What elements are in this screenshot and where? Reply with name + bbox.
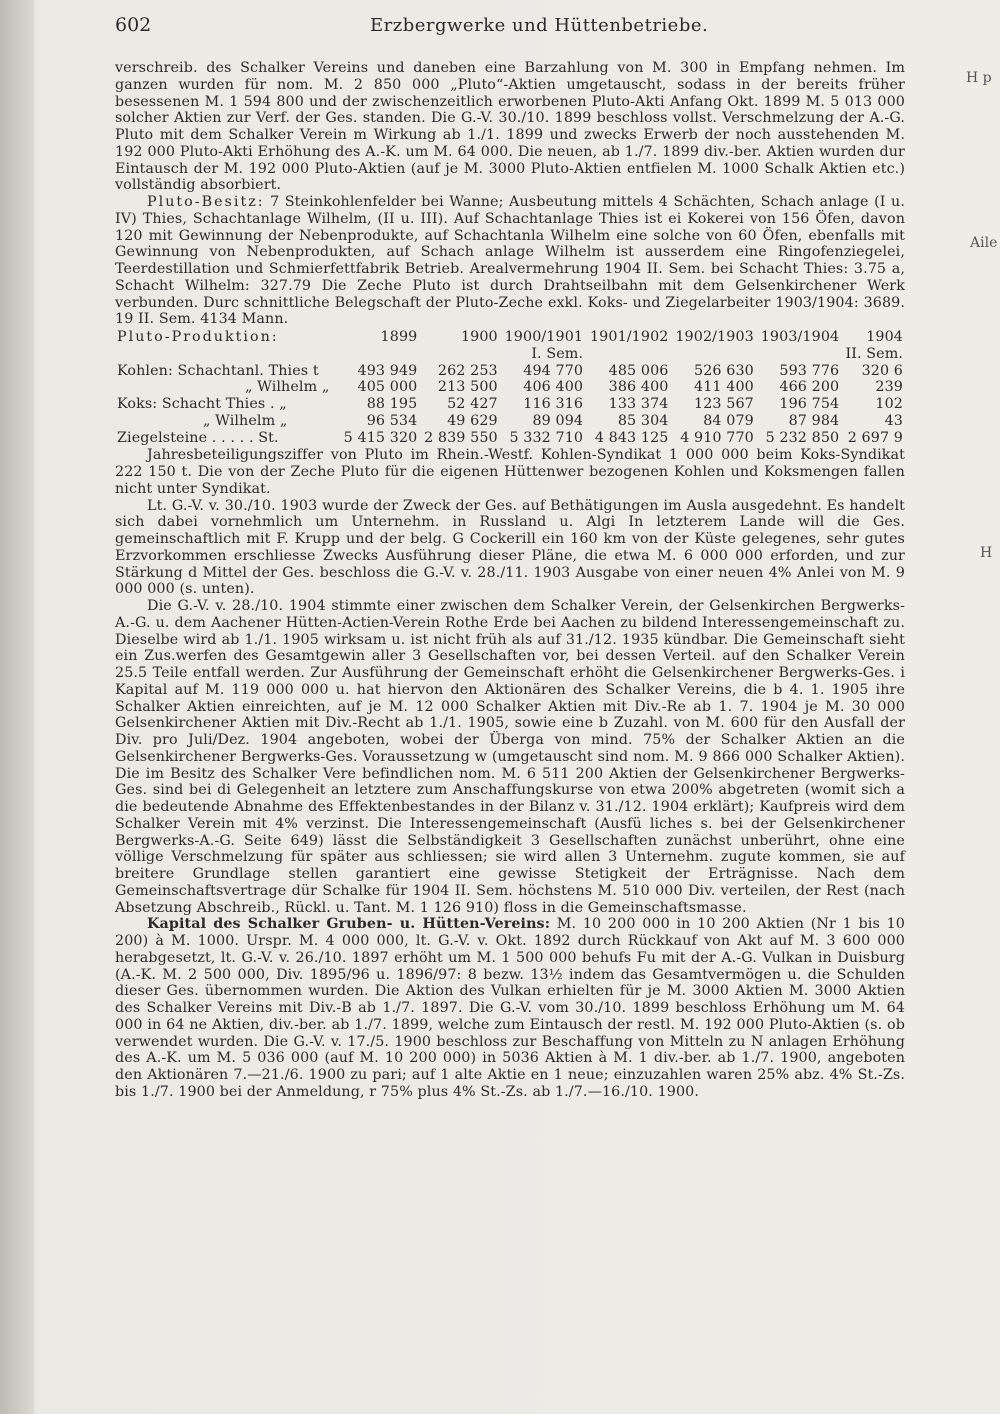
table-cell: 526 630 [694, 362, 754, 379]
column-subheader [585, 346, 670, 363]
table-cell: 494 770 [523, 362, 584, 379]
table-row [115, 396, 905, 413]
table-row [115, 363, 905, 380]
table-cell: 485 006 [608, 362, 669, 379]
table-cell: 493 949 [357, 362, 418, 379]
running-title: Erzbergwerke und Hüttenbetriebe. [370, 15, 709, 36]
table-cell: 239 [875, 379, 903, 396]
column-header: 1904 [866, 329, 903, 345]
table-cell: 406 400 [523, 379, 584, 396]
table-cell: 87 984 [788, 412, 840, 429]
table-cell: 102 [875, 396, 903, 412]
table-cell: 386 400 [608, 379, 669, 396]
column-header: 1902/1903 [675, 329, 754, 345]
table-cell: 4 843 125 [594, 429, 669, 446]
table-cell: 123 567 [694, 396, 754, 412]
page-header [115, 14, 915, 44]
table-cell: 52 427 [447, 396, 498, 412]
table-cell: 116 316 [523, 396, 584, 412]
table-title: Pluto-Produktion: [117, 329, 279, 345]
paragraph-pluto-besitz [115, 194, 905, 328]
table-cell: 89 094 [532, 412, 584, 429]
margin-fragment: Aile [970, 235, 998, 251]
margin-fragment: H [980, 545, 993, 561]
column-header: 1900 [460, 329, 498, 345]
table-cell: 96 534 [366, 412, 418, 429]
table-cell: 85 304 [617, 412, 669, 429]
table-header-row [115, 329, 905, 346]
table-cell: 49 629 [447, 412, 498, 429]
table-cell: 5 415 320 [343, 429, 418, 446]
production-table [115, 329, 905, 446]
table-cell: 5 332 710 [509, 429, 584, 446]
paragraph: verschreib. des Schalker Vereins und daneben eine Barzahlung von M. 300 in Empfang nehmen. Im ganzen wurden für nom. M. 2 850 000 „Pluto“-Aktien umgetauscht, sodass in der bereits früher besessenen M. 1 594 800 und der zwischenzeitlich erworbenen Pluto-Akti Anfang Okt. 1899 M. 5 013 000 solcher Aktien zur Verf. der Ges. standen. Die G.-V. 30./10. 1899 beschloss vollst. Verschmelzung der A.-G. Pluto mit dem Schalker Verein m Wirkung ab 1./1. 1899 und zwecks Erwerb der noch ausstehenden M. 192 000 Pluto-Akti Erhöhung des A.-K. um M. 64 000. Die neuen, ab 1./7. 1899 div.-ber. Aktien wurden dur Eintausch der M. 192 000 Pluto-Aktien (auf je M. 3000 Pluto-Aktien entfielen M. 1000 Schalk Aktien etc.) vollständig absorbiert. [115, 60, 905, 194]
paragraph: Jahresbeteiligungsziffer von Pluto im Rhein.-Westf. Kohlen-Syndikat 1 000 000 beim Koks-Syndikat 222 150 t. Die von der Zeche Pluto für die eigenen Hüttenwer bezogenen Kohlen und Koksmengen fallen nicht unter Syndikat. [115, 447, 905, 497]
section-label: Pluto-Besitz: [147, 194, 265, 210]
page-number: 602 [115, 14, 152, 36]
column-subheader: I. Sem. [531, 345, 584, 362]
section-label: Kapital des Schalker Gruben- u. Hütten-Vereins: [147, 916, 551, 933]
row-label: „ Wilhelm „ [203, 412, 288, 429]
column-header: 1901/1902 [589, 329, 669, 345]
row-label: Kohlen: Schachtanl. Thies t [117, 362, 319, 379]
page-edge-shadow [0, 0, 34, 1414]
column-header: 1900/1901 [504, 329, 584, 345]
table-cell: 133 374 [608, 396, 669, 412]
table-cell: 4 910 770 [680, 429, 754, 446]
paragraph-kapital [115, 916, 905, 1100]
column-header: 1903/1904 [760, 329, 840, 345]
table-cell: 5 232 850 [765, 429, 840, 446]
table-cell: 320 6 [861, 362, 903, 379]
table-cell: 43 [884, 412, 903, 429]
paragraph: Lt. G.-V. v. 30./10. 1903 wurde der Zweck der Ges. auf Bethätigungen im Ausla ausgedehnt. Es handelt sich dabei vornehmlich um Unternehm. in Russland u. Algi In letzterem Lande will die Ges. gemeinschaftlich mit F. Krupp und der belg. G Cockerill ein 160 km von der Küste gelegenes, sehr gutes Erzvorkommen erschliesse Zwecks Ausführung dieser Pläne, die etwa M. 6 000 000 erforden, und zur Stärkung d Mittel der Ges. beschloss die G.-V. v. 28./11. 1903 Ausgabe von einer neuen 4% Anlei von M. 9 000 000 (s. unten). [115, 497, 905, 598]
table-cell: 84 079 [703, 412, 754, 429]
margin-fragment: H p [966, 70, 992, 86]
table-row [115, 379, 905, 396]
column-subheader [756, 346, 841, 363]
table-row [115, 413, 905, 430]
table-cell: 88 195 [366, 396, 418, 412]
column-subheader [339, 346, 419, 363]
table-cell: 213 500 [437, 379, 498, 396]
table-cell: 466 200 [779, 379, 840, 396]
table-row [115, 430, 905, 447]
row-label: Koks: Schacht Thies . „ [117, 396, 287, 412]
column-subheader: II. Sem. [845, 345, 903, 362]
row-label: „ Wilhelm „ [245, 379, 330, 396]
paragraph-text: M. 10 200 000 in 10 200 Aktien (Nr 1 bis 10 200) à M. 1000. Urspr. M. 4 000 000, lt. G.-V. v. Okt. 1892 durch Rückkauf von Akt auf M. 3 600 000 herabgesetzt, lt. G.-V. v. 26./10. 1897 erhöht um M. 1 500 000 behufs Fu mit der A.-G. Vulkan in Duisburg (A.-K. M. 2 500 000, Div. 1895/96 u. 1896/97: 8 bezw. 13½ indem das Gesamtvermögen u. die Schulden dieser Ges. übernommen wurden. Die Aktion des Vulkan erhielten für je M. 3000 Aktien M. 3000 Aktien des Schalker Vereins mit Div.-B ab 1./7. 1897. Die G.-V. vom 30./10. 1899 beschloss Erhöhung um M. 64 000 in 64 ne Aktien, div.-ber. ab 1./7. 1899, welche zum Eintausch der restl. M. 192 000 Pluto-Aktien (s. ob verwendet wurden. Die G.-V. v. 17./5. 1900 beschloss zur Beschaffung von Mitteln zu N anlagen Erhöhung des A.-K. um M. 5 036 000 (auf M. 10 200 000) in 5036 Aktien à M. 1 div.-ber. ab 1./7. 1900, angeboten den Aktionären 7.—21./6. 1900 zu pari; auf 1 alte Aktie en 1 neue; einzuzahlen waren 25% abz. 4% St.-Zs. bis 1./7. 1900 bei der Anmeldung, r 75% plus 4% St.-Zs. ab 1./7.—16./10. 1900. [115, 916, 905, 1100]
column-subheader [670, 346, 755, 363]
table-cell: 593 776 [779, 362, 840, 379]
row-label: Ziegelsteine . . . . . St. [117, 429, 279, 446]
table-cell: 262 253 [437, 362, 498, 379]
paragraph: Die G.-V. v. 28./10. 1904 stimmte einer zwischen dem Schalker Verein, der Gelsenkirchen Bergwerks-A.-G. u. dem Aachener Hütten-Actien-Verein Rothe Erde bei Aachen zu bildend Interessengemeinschaft zu. Dieselbe wird ab 1./1. 1905 wirksam u. ist nicht früh als auf 31./12. 1935 kündbar. Die Gemeinschaft sieht ein Zus.werfen des Gesamtgewin aller 3 Gesellschaften vor, bei dessen Verteil. auf den Schalker Verein 25.5 Teile entfall werden. Zur Ausführung der Gemeinschaft erhöht die Gelsenkirchener Bergwerks-Ges. i Kapital auf M. 119 000 000 u. hat hiervon den Aktionären des Schalker Vereins, die b 4. 1. 1905 ihre Schalker Aktien einreichten, auf je M. 12 000 Schalker Aktien mit Div.-Re ab 1. 7. 1904 je M. 30 000 Gelsenkirchener Aktien mit Div.-Recht ab 1./1. 1905, sowie eine b Zuzahl. von M. 600 für den Ausfall der Div. pro Juli/Dez. 1904 angeboten, wobei der Überga von mind. 75% der Schalker Aktien an die Gelsenkirchener Bergwerks-Ges. Voraussetzung w (umgetauscht sind nom. M. 9 866 000 Schalker Aktien). Die im Besitz des Schalker Vere befindlichen nom. M. 6 511 200 Aktien der Gelsenkirchener Bergwerks-Ges. sind bei di Gelegenheit an letztere zum Anschaffungskurse von etwa 200% abgetreten (womit sich a die bedeutende Abnahme des Effektenbestandes in der Bilanz v. 31./12. 1904 erklärt); Kaufpreis wird dem Schalker Verein mit 4% verzinst. Die Interessengemeinschaft (Ausfü liches s. bei der Gelsenkirchener Bergwerks-A.-G. Seite 649) lässt die Selbständigkeit 3 Gesellschaften zunächst unberührt, ohne eine völlige Verschmelzung für später aus schliessen; sie wird allen 3 Unternehm. zugute kommen, sie auf breitere Grundlage stellen garantiert eine gewisse Stetigkeit der Erträgnisse. Nach dem Gemeinschaftsvertrage dür Schalke für 1904 II. Sem. höchstens M. 510 000 Div. verteilen, der Rest (nach Absetzung Abschreib., Rückl. u. Tant. M. 1 126 910) floss in die Gemeinschaftsmasse. [115, 598, 905, 916]
body-text [115, 60, 905, 1101]
table-subheader-row [115, 346, 905, 363]
paragraph-text: 7 Steinkohlenfelder bei Wanne; Ausbeutung mittels 4 Schächten, Schach anlage (I u. IV) Thies, Schachtanlage Wilhelm, (II u. III). Auf Schachtanlage Thies ist ei Kokerei von 156 Öfen, davon 120 mit Gewinnung der Nebenprodukte, auf Schachtanla Wilhelm eine solche von 60 Öfen, ebenfalls mit Gewinnung von Nebenprodukten, auf Schach anlage Wilhelm ist ausserdem eine Ringofenziegelei, Teerdestillation und Schmierfettfabrik Betrieb. Arealvermehrung 1904 II. Sem. bei Schacht Thies: 3.75 a, Schacht Wilhelm: 327.79 Die Zeche Pluto ist durch Drahtseilbahn mit dem Gelsenkirchener Werk verbunden. Durc schnittliche Belegschaft der Pluto-Zeche exkl. Koks- und Ziegelarbeiter 1903/1904: 3689. 19 II. Sem. 4134 Mann. [115, 194, 905, 328]
table-cell: 411 400 [694, 379, 754, 396]
column-header: 1899 [380, 329, 418, 345]
table-cell: 196 754 [779, 396, 840, 412]
column-subheader [419, 346, 499, 363]
table-cell: 2 839 550 [424, 429, 498, 446]
table-cell: 2 697 9 [847, 429, 903, 446]
table-cell: 405 000 [357, 379, 418, 396]
